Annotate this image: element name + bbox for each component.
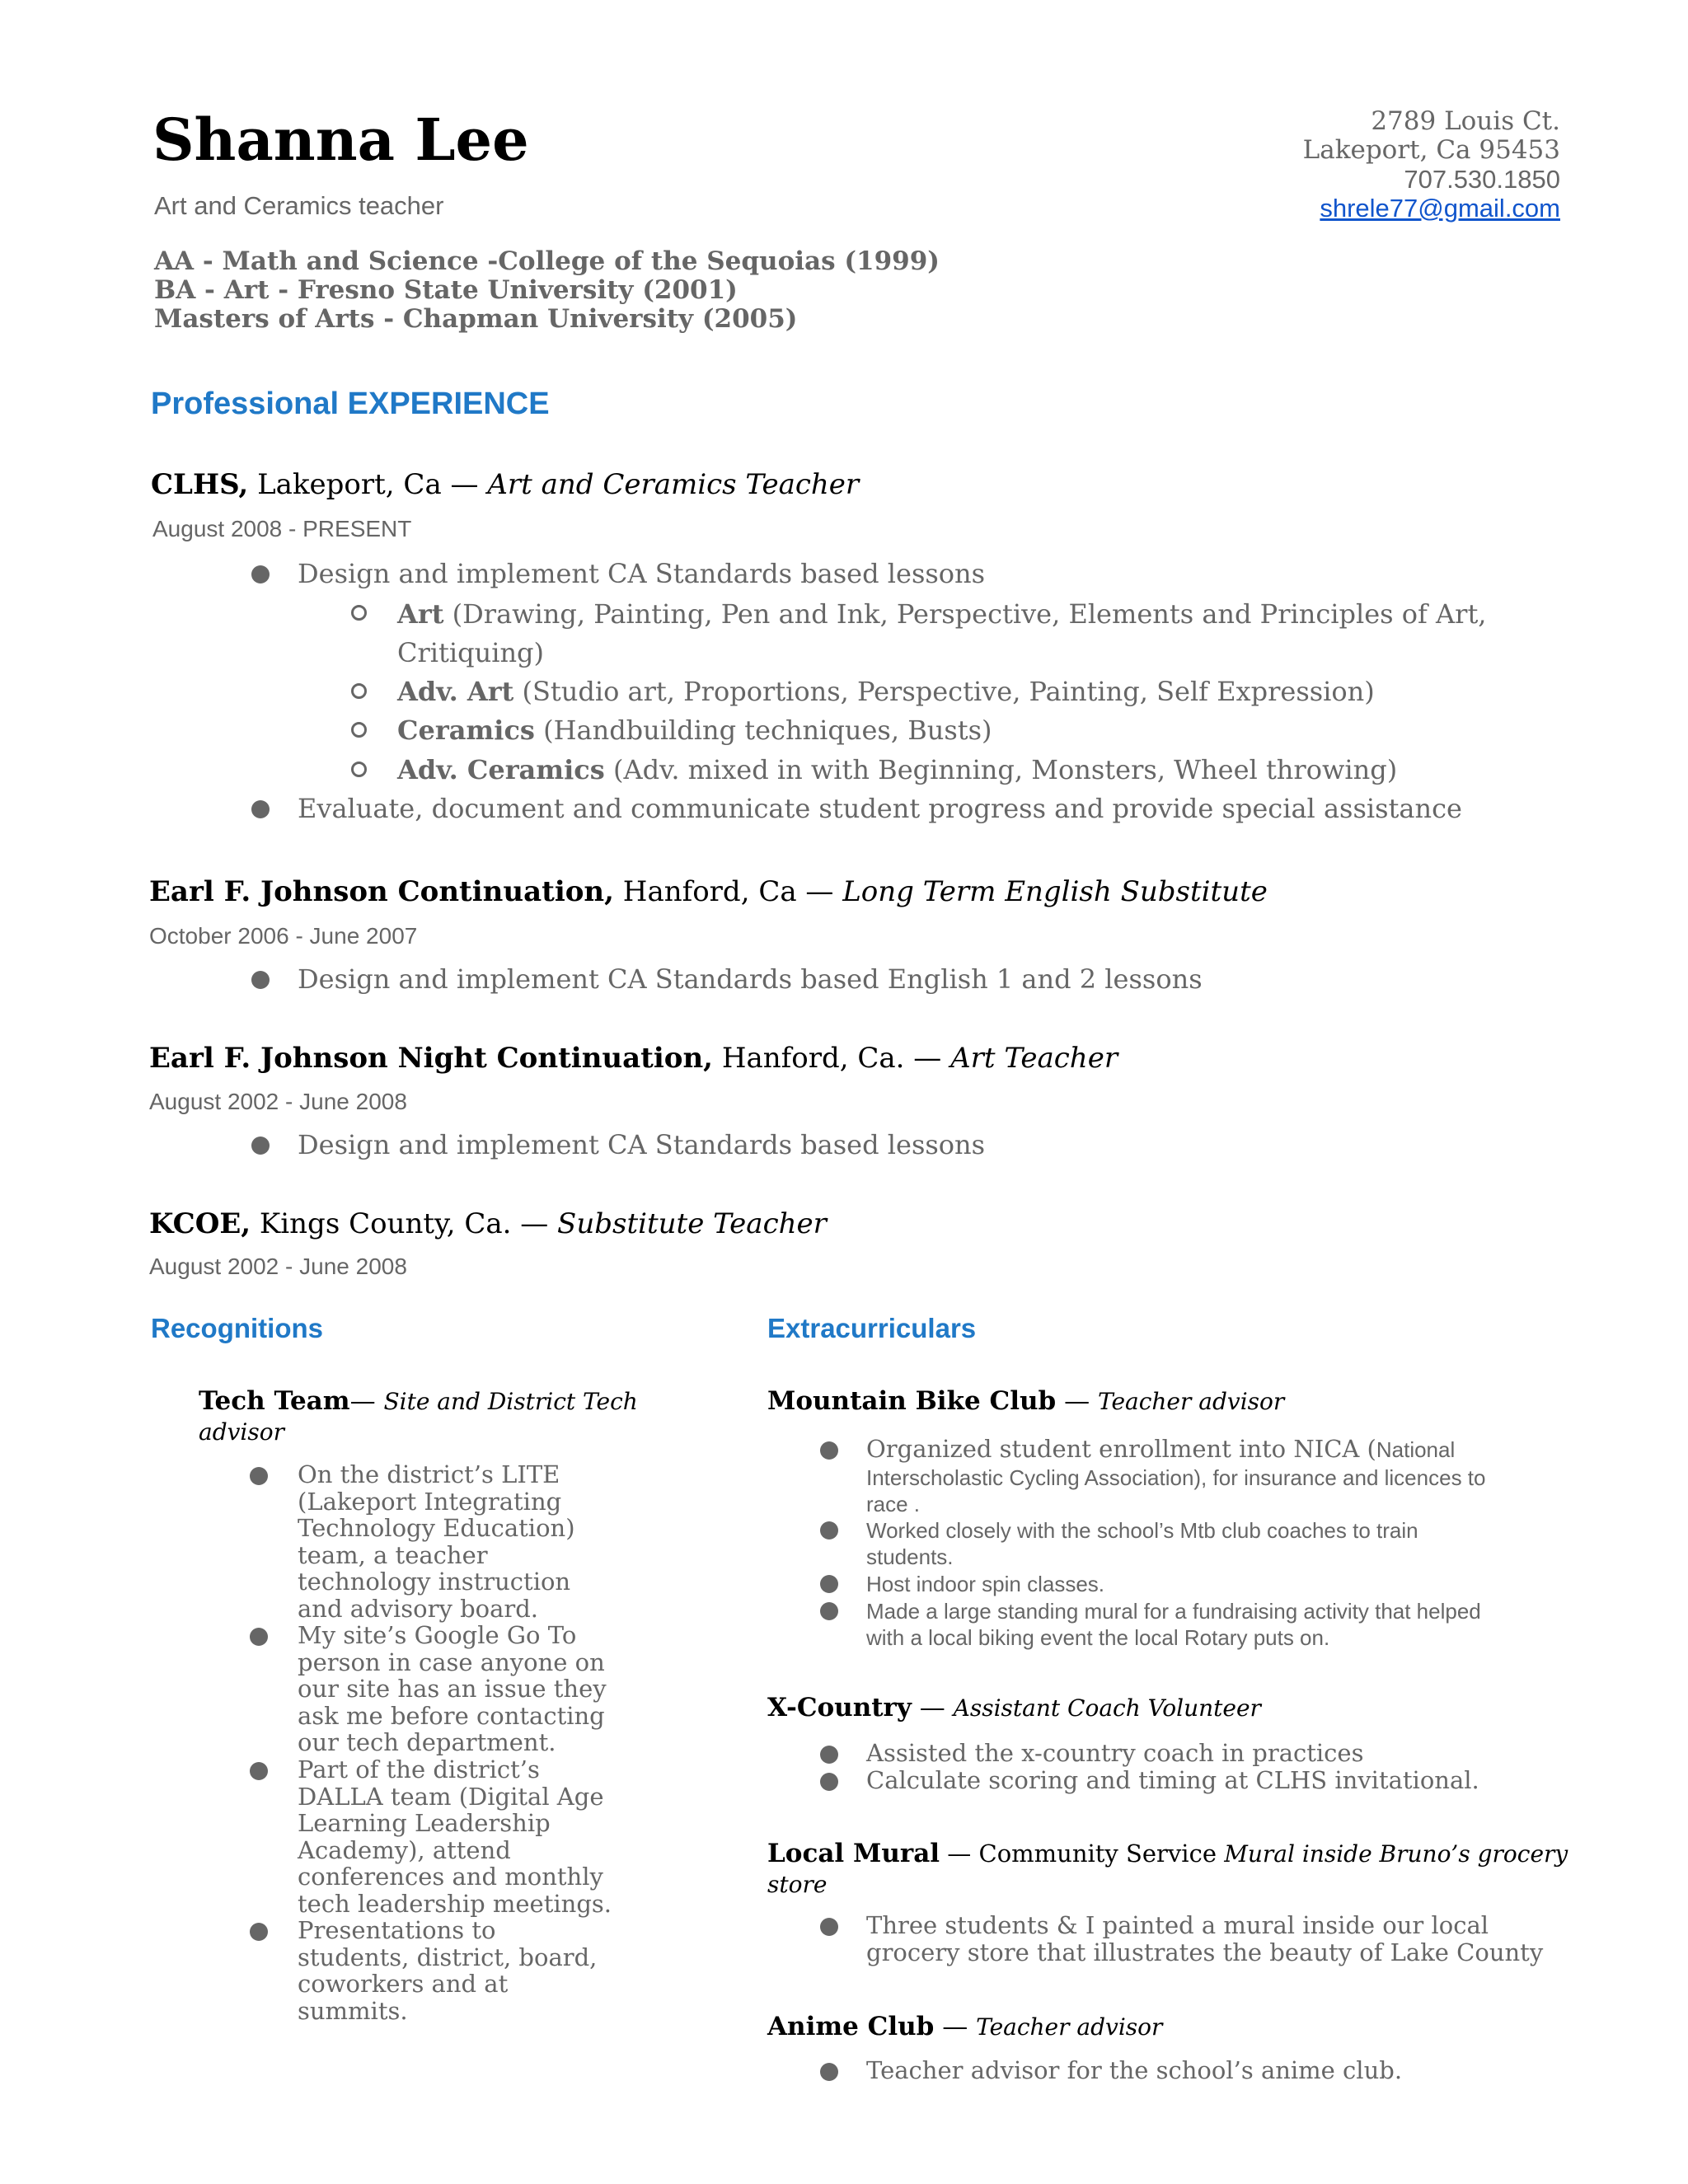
recognition-bullet (298, 1622, 607, 1756)
sub-bullet-text: (Drawing, Painting, Pen and Ink, Perspective, Elements and Principles of Art, (443, 598, 1487, 630)
sub-bullet-text: (Handbuilding techniques, Busts) (534, 715, 992, 746)
sub-bullet-adv-art (397, 673, 1375, 710)
sub-bullet-text-cont: Critiquing) (397, 637, 545, 668)
bullet-line: Learning Leadership (298, 1809, 551, 1837)
bullet-line: coworkers and at (298, 1970, 509, 1998)
job-dates: October 2006 - June 2007 (149, 923, 418, 949)
activity-org: X-Country (767, 1693, 912, 1722)
recognition-heading (199, 1386, 638, 1447)
bullet-line: Academy), attend (298, 1835, 511, 1864)
job-role: Substitute Teacher (557, 1207, 827, 1240)
activity-org: Local Mural (767, 1839, 940, 1868)
job-bullet: Design and implement CA Standards based lessons (298, 1129, 986, 1160)
bullet-line: Interscholastic Cycling Association), for insurance and licences to (866, 1465, 1486, 1490)
job-bullet: Design and implement CA Standards based lessons (298, 558, 986, 589)
activity-bullet: Assisted the x-country coach in practices (866, 1739, 1364, 1767)
recognition-bullet (298, 1756, 612, 1917)
activity-org: Mountain Bike Club (767, 1386, 1057, 1416)
email-link[interactable]: shrele77@gmail.com (1320, 194, 1560, 223)
bullet-line: team, a teacher (298, 1540, 488, 1569)
activity-heading (767, 1693, 1261, 1723)
education-list (154, 247, 940, 334)
contact-block (1303, 107, 1560, 223)
experience-heading: Professional EXPERIENCE (151, 387, 550, 421)
activity-sep: — (1056, 1386, 1098, 1416)
activity-sep: — (934, 2012, 977, 2041)
sub-bullet-adv-ceramics (397, 752, 1397, 788)
bullet-dot (820, 1521, 838, 1540)
activity-bullet (866, 1517, 1418, 1570)
bullet-line: our tech department. (298, 1728, 556, 1756)
job-place: Kings County, Ca. — (251, 1207, 558, 1240)
job-org: KCOE, (149, 1207, 251, 1240)
sub-bullet-bold: Ceramics (397, 715, 535, 746)
education-item: Masters of Arts - Chapman University (2005) (154, 304, 798, 334)
job-dates: August 2002 - June 2008 (149, 1254, 407, 1279)
activity-bullet: Calculate scoring and timing at CLHS invitational. (866, 1766, 1479, 1794)
sub-bullet-circle (351, 605, 367, 621)
activity-role: Teacher advisor (976, 2013, 1163, 2041)
address-line-2: Lakeport, Ca 95453 (1302, 135, 1560, 165)
bullet-dot (820, 1746, 838, 1764)
activity-sep: — Community Service (940, 1840, 1225, 1868)
activity-bullet: Teacher advisor for the school’s anime club. (866, 2056, 1403, 2084)
job-org: Earl F. Johnson Night Continuation, (149, 1042, 714, 1075)
bullet-line: On the district’s LITE (298, 1460, 560, 1488)
education-item: AA - Math and Science -College of the Sequoias (1999) (154, 246, 940, 276)
bullet-line: Made a large standing mural for a fundraising activity that helped (866, 1599, 1481, 1624)
sub-bullet-circle (351, 683, 367, 699)
job-org: CLHS, (151, 468, 249, 501)
bullet-line: tech leadership meetings. (298, 1889, 612, 1918)
bullet-dot (250, 1923, 268, 1941)
recognition-role: Site and District Tech (383, 1388, 638, 1415)
bullet-line: with a local biking event the local Rotary puts on. (866, 1625, 1330, 1650)
job-bullet: Evaluate, document and communicate student progress and provide special assistance (298, 793, 1462, 824)
address-line-1: 2789 Louis Ct. (1371, 106, 1560, 136)
sub-bullet-art (397, 595, 1486, 673)
job-heading (149, 1206, 827, 1242)
bullet-dot (820, 2063, 838, 2081)
bullet-dot (251, 800, 270, 818)
activity-heading (767, 2012, 1162, 2042)
extracurriculars-heading: Extracurriculars (767, 1313, 977, 1343)
bullet-line: National (1376, 1437, 1456, 1462)
bullet-line: Organized student enrollment into NICA ( (866, 1435, 1376, 1463)
bullet-line: race . (866, 1492, 921, 1516)
recognition-org: Tech Team (199, 1386, 350, 1416)
bullet-line: Technology Education) (298, 1514, 575, 1542)
sub-bullet-bold: Adv. Ceramics (397, 754, 605, 785)
bullet-line: Worked closely with the school’s Mtb club coaches to train (866, 1518, 1418, 1543)
activity-role-cont: store (767, 1871, 828, 1898)
recognition-sep: — (349, 1386, 384, 1416)
activity-heading (767, 1839, 1568, 1900)
bullet-dot (251, 1137, 270, 1155)
applicant-subtitle: Art and Ceramics teacher (154, 191, 444, 220)
bullet-line: conferences and monthly (298, 1863, 603, 1891)
bullet-dot (820, 1441, 838, 1460)
job-heading (149, 1040, 1118, 1076)
activity-role: Assistant Coach Volunteer (953, 1694, 1261, 1722)
activity-bullet (866, 1598, 1481, 1651)
bullet-dot (820, 1918, 838, 1936)
bullet-line: My site’s Google Go To (298, 1621, 577, 1649)
bullet-dot (820, 1773, 838, 1791)
job-org: Earl F. Johnson Continuation, (149, 875, 614, 908)
recognition-bullet (298, 1461, 575, 1622)
bullet-dot (820, 1602, 838, 1620)
recognition-bullet (298, 1917, 597, 2024)
job-place: Lakeport, Ca — (248, 468, 488, 501)
activity-bullet (866, 1912, 1543, 1966)
activity-role: Mural inside Bruno’s grocery (1224, 1840, 1568, 1868)
bullet-line: summits. (298, 1996, 408, 2025)
bullet-line: Part of the district’s (298, 1755, 540, 1783)
activity-bullet: Host indoor spin classes. (866, 1572, 1105, 1596)
job-role: Art Teacher (950, 1042, 1118, 1075)
bullet-line: person in case anyone on (298, 1647, 605, 1676)
job-place: Hanford, Ca — (614, 875, 843, 908)
sub-bullet-text: (Studio art, Proportions, Perspective, Painting, Self Expression) (513, 676, 1375, 707)
bullet-line: students. (866, 1544, 954, 1569)
recognition-role-cont: advisor (199, 1418, 285, 1446)
sub-bullet-circle (351, 762, 367, 777)
bullet-dot (250, 1628, 268, 1646)
activity-heading (767, 1386, 1284, 1417)
bullet-line: ask me before contacting (298, 1701, 605, 1730)
education-item: BA - Art - Fresno State University (2001) (154, 275, 738, 305)
phone-number: 707.530.1850 (1404, 165, 1560, 194)
bullet-line: Presentations to (298, 1916, 496, 1944)
bullet-dot (250, 1467, 268, 1485)
job-heading (151, 466, 859, 503)
bullet-line: DALLA team (Digital Age (298, 1782, 604, 1811)
activity-role: Teacher advisor (1097, 1388, 1285, 1415)
job-heading (149, 874, 1268, 910)
job-role: Long Term English Substitute (842, 875, 1268, 908)
bullet-line: grocery store that illustrates the beauty of Lake County (866, 1938, 1544, 1966)
job-dates: August 2002 - June 2008 (149, 1089, 407, 1114)
bullet-line: our site has an issue they (298, 1675, 607, 1703)
activity-org: Anime Club (767, 2012, 935, 2041)
bullet-line: and advisory board. (298, 1594, 539, 1623)
bullet-dot (251, 565, 270, 583)
bullet-line: students, district, board, (298, 1943, 598, 1971)
sub-bullet-bold: Adv. Art (397, 676, 514, 707)
job-bullet: Design and implement CA Standards based English 1 and 2 lessons (298, 963, 1203, 995)
applicant-name: Shanna Lee (152, 105, 529, 174)
bullet-dot (820, 1575, 838, 1593)
job-place: Hanford, Ca. — (713, 1042, 951, 1075)
bullet-line: Three students & I painted a mural inside our local (866, 1911, 1489, 1939)
sub-bullet-circle (351, 722, 367, 738)
bullet-dot (250, 1762, 268, 1780)
sub-bullet-bold: Art (397, 598, 444, 630)
activity-sep: — (911, 1693, 954, 1722)
job-dates: August 2008 - PRESENT (152, 516, 412, 541)
sub-bullet-ceramics (397, 712, 992, 748)
bullet-line: (Lakeport Integrating (298, 1487, 562, 1516)
sub-bullet-text: (Adv. mixed in with Beginning, Monsters, Wheel throwing) (604, 754, 1398, 785)
job-role: Art and Ceramics Teacher (487, 468, 860, 501)
bullet-dot (251, 971, 270, 989)
activity-bullet (866, 1434, 1485, 1517)
recognitions-heading: Recognitions (151, 1313, 324, 1343)
bullet-line: technology instruction (298, 1568, 571, 1596)
